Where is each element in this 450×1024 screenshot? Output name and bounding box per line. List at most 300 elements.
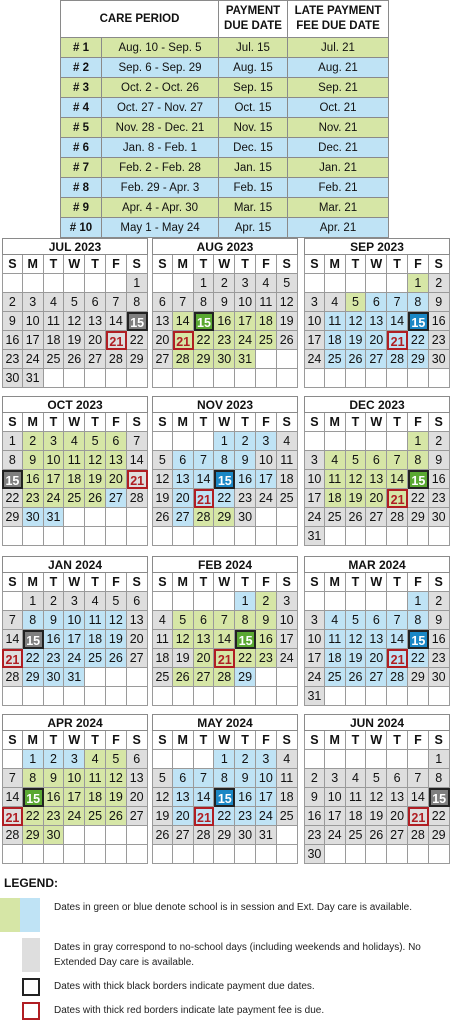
day-cell: 28 [173,350,194,369]
day-cell: 6 [106,432,127,451]
legend-text-no-school: Dates in gray correspond to no-school days (including weekends and holidays). No Extended Day care is available. [54,942,421,968]
day-cell: 17 [64,630,85,649]
month-grid [304,573,450,706]
empty-day-cell [387,592,408,611]
day-cell: 23 [44,807,65,826]
empty-day-cell [256,508,277,527]
day-cell: 6 [366,293,387,312]
weekday-header: S [277,255,298,274]
weekday-header: W [214,413,235,432]
empty-day-cell [256,845,277,864]
empty-day-cell [44,369,65,388]
day-cell: 23 [214,331,235,350]
day-cell: 14 [2,630,23,649]
day-cell: 7 [173,293,194,312]
late-fee-due-date: Jul. 21 [288,38,389,58]
day-cell: 11 [85,769,106,788]
care-period-row [61,198,389,218]
empty-day-cell [85,687,106,706]
payment-due-day: 15 [214,470,235,489]
month-calendar [152,238,298,388]
empty-day-cell [277,508,298,527]
weekday-header: S [152,731,173,750]
empty-day-cell [277,369,298,388]
day-cell: 8 [194,293,215,312]
month-grid [304,731,450,864]
day-cell: 3 [235,274,256,293]
day-cell: 1 [235,592,256,611]
weekday-header: S [429,573,450,592]
day-cell: 8 [2,451,23,470]
day-cell: 31 [44,508,65,527]
day-cell: 31 [235,350,256,369]
day-cell: 14 [387,312,408,331]
empty-day-cell [408,750,429,769]
day-cell: 7 [214,611,235,630]
day-cell: 30 [44,668,65,687]
month-grid [152,573,298,706]
day-cell: 19 [277,312,298,331]
late-fee-day: 21 [127,470,148,489]
empty-day-cell [173,527,194,546]
weekday-header: T [346,573,367,592]
day-cell: 20 [106,470,127,489]
late-fee-day: 21 [194,807,215,826]
empty-day-cell [387,369,408,388]
day-cell: 24 [235,331,256,350]
weekday-header: T [194,255,215,274]
day-cell: 18 [85,788,106,807]
day-cell: 29 [214,508,235,527]
legend-item-late-fee [22,1002,442,1022]
day-cell: 18 [325,649,346,668]
empty-day-cell [173,432,194,451]
empty-day-cell [346,274,367,293]
empty-day-cell [173,687,194,706]
day-cell: 17 [325,807,346,826]
day-cell: 30 [23,508,44,527]
day-cell: 28 [194,826,215,845]
day-cell: 8 [408,293,429,312]
day-cell: 28 [408,826,429,845]
late-fee-due-date: Oct. 21 [288,98,389,118]
late-fee-due-date: Jan. 21 [288,158,389,178]
day-cell: 17 [235,312,256,331]
day-cell: 13 [152,312,173,331]
late-fee-day: 21 [2,649,23,668]
day-cell: 4 [85,592,106,611]
day-cell: 11 [325,630,346,649]
empty-day-cell [64,845,85,864]
day-cell: 10 [304,312,325,331]
day-cell: 27 [366,508,387,527]
month-calendar [2,714,148,864]
day-cell: 14 [387,630,408,649]
day-cell: 23 [256,649,277,668]
day-cell: 14 [387,470,408,489]
day-cell: 24 [44,489,65,508]
day-cell: 28 [2,826,23,845]
day-cell: 19 [173,649,194,668]
weekday-header: M [325,573,346,592]
payment-due-day: 15 [127,312,148,331]
month-title: MAR 2024 [304,556,450,573]
payment-due-day: 15 [23,630,44,649]
empty-day-cell [387,274,408,293]
day-cell: 7 [2,769,23,788]
weekday-header: W [366,255,387,274]
day-cell: 18 [44,331,65,350]
day-cell: 12 [152,788,173,807]
legend-item-school-days [22,898,442,934]
day-cell: 25 [256,331,277,350]
care-period-row [61,138,389,158]
day-cell: 22 [235,649,256,668]
day-cell: 8 [214,769,235,788]
empty-day-cell [235,687,256,706]
empty-day-cell [152,750,173,769]
day-cell: 18 [85,630,106,649]
empty-day-cell [23,845,44,864]
day-cell: 23 [304,826,325,845]
day-cell: 20 [366,649,387,668]
day-cell: 24 [256,807,277,826]
weekday-header: T [85,255,106,274]
weekday-header: F [106,731,127,750]
empty-day-cell [106,687,127,706]
day-cell: 6 [366,451,387,470]
empty-day-cell [2,687,23,706]
day-cell: 19 [152,489,173,508]
day-cell: 16 [235,788,256,807]
day-cell: 26 [152,826,173,845]
empty-day-cell [346,592,367,611]
empty-day-cell [173,845,194,864]
weekday-header: S [152,573,173,592]
late-fee-day: 21 [214,649,235,668]
day-cell: 4 [346,769,367,788]
day-cell: 8 [23,769,44,788]
day-cell: 12 [85,451,106,470]
empty-day-cell [85,668,106,687]
month-grid [152,255,298,388]
day-cell: 25 [277,489,298,508]
empty-day-cell [44,687,65,706]
day-cell: 20 [194,649,215,668]
month-title: OCT 2023 [2,396,148,413]
empty-day-cell [346,432,367,451]
empty-day-cell [235,527,256,546]
day-cell: 4 [325,293,346,312]
weekday-header: T [85,573,106,592]
day-cell: 27 [366,668,387,687]
weekday-header: M [23,413,44,432]
day-cell: 3 [23,293,44,312]
weekday-header: W [366,731,387,750]
day-cell: 26 [64,350,85,369]
day-cell: 18 [346,807,367,826]
day-cell: 25 [64,489,85,508]
day-cell: 14 [214,630,235,649]
weekday-header: S [429,255,450,274]
day-cell: 25 [85,807,106,826]
day-cell: 16 [44,630,65,649]
day-cell: 31 [23,369,44,388]
empty-day-cell [366,750,387,769]
red-border-swatch [22,1002,40,1020]
day-cell: 9 [44,769,65,788]
day-cell: 8 [127,293,148,312]
day-cell: 12 [366,788,387,807]
day-cell: 9 [429,611,450,630]
weekday-header: T [387,255,408,274]
period-number: # 3 [61,78,102,98]
empty-day-cell [106,668,127,687]
day-cell: 7 [387,293,408,312]
day-cell: 12 [346,470,367,489]
day-cell: 30 [429,508,450,527]
payment-due-date: Oct. 15 [219,98,288,118]
weekday-header: M [173,731,194,750]
day-cell: 19 [106,788,127,807]
weekday-header: F [106,413,127,432]
day-cell: 10 [23,312,44,331]
empty-day-cell [152,687,173,706]
empty-day-cell [304,274,325,293]
late-fee-due-date: Sep. 21 [288,78,389,98]
day-cell: 25 [346,826,367,845]
care-period-table [60,0,389,238]
weekday-header: S [277,573,298,592]
day-cell: 5 [277,274,298,293]
empty-day-cell [85,274,106,293]
day-cell: 24 [256,489,277,508]
day-cell: 5 [346,611,367,630]
day-cell: 31 [256,826,277,845]
legend-item-no-school [22,938,442,974]
day-cell: 3 [64,592,85,611]
payment-due-date: Jul. 15 [219,38,288,58]
month-calendar [152,714,298,864]
weekday-header: W [64,413,85,432]
weekday-header: S [277,731,298,750]
day-cell: 31 [304,527,325,546]
day-cell: 11 [325,312,346,331]
day-cell: 6 [366,611,387,630]
care-period-header-row [61,1,389,38]
empty-day-cell [325,527,346,546]
empty-day-cell [325,592,346,611]
day-cell: 27 [387,826,408,845]
day-cell: 18 [277,788,298,807]
day-cell: 13 [194,630,215,649]
weekday-header: M [325,413,346,432]
day-cell: 7 [194,769,215,788]
payment-due-day: 15 [194,312,215,331]
empty-day-cell [127,687,148,706]
day-cell: 6 [152,293,173,312]
day-cell: 5 [106,592,127,611]
day-cell: 6 [127,592,148,611]
day-cell: 5 [64,293,85,312]
day-cell: 23 [429,649,450,668]
empty-day-cell [194,750,215,769]
day-cell: 2 [429,592,450,611]
day-cell: 5 [173,611,194,630]
day-cell: 19 [346,489,367,508]
month-calendar [304,556,450,706]
payment-due-day: 15 [23,788,44,807]
day-cell: 6 [85,293,106,312]
day-cell: 11 [256,293,277,312]
weekday-header: T [194,413,215,432]
day-cell: 20 [85,331,106,350]
empty-day-cell [64,274,85,293]
day-cell: 24 [325,826,346,845]
day-cell: 24 [64,649,85,668]
day-cell: 17 [304,331,325,350]
empty-day-cell [106,369,127,388]
empty-day-cell [194,845,215,864]
weekday-header: S [2,255,23,274]
day-cell: 17 [64,788,85,807]
weekday-header: M [173,413,194,432]
empty-day-cell [44,527,65,546]
empty-day-cell [214,687,235,706]
empty-day-cell [277,668,298,687]
weekday-header: T [235,255,256,274]
legend-item-payment-due [22,978,442,998]
day-cell: 7 [408,769,429,788]
empty-day-cell [127,826,148,845]
empty-day-cell [214,527,235,546]
day-cell: 17 [44,470,65,489]
day-cell: 14 [194,470,215,489]
day-cell: 26 [152,508,173,527]
day-cell: 1 [408,274,429,293]
month-grid [2,731,148,864]
day-cell: 6 [387,769,408,788]
day-cell: 3 [304,451,325,470]
day-cell: 31 [64,668,85,687]
payment-due-date: Feb. 15 [219,178,288,198]
weekday-header: F [256,255,277,274]
empty-day-cell [256,350,277,369]
day-cell: 26 [106,807,127,826]
day-cell: 13 [366,630,387,649]
day-cell: 7 [127,432,148,451]
empty-day-cell [152,274,173,293]
care-period-range: Nov. 28 - Dec. 21 [102,118,219,138]
day-cell: 22 [194,331,215,350]
day-cell: 5 [85,432,106,451]
day-cell: 24 [304,508,325,527]
weekday-header: S [127,255,148,274]
day-cell: 11 [64,451,85,470]
day-cell: 13 [127,611,148,630]
weekday-header: S [304,573,325,592]
day-cell: 16 [256,630,277,649]
weekday-header: F [408,573,429,592]
day-cell: 24 [23,350,44,369]
day-cell: 3 [304,611,325,630]
day-cell: 20 [152,331,173,350]
weekday-header: M [23,731,44,750]
empty-day-cell [346,845,367,864]
day-cell: 12 [173,630,194,649]
day-cell: 28 [2,668,23,687]
day-cell: 17 [304,489,325,508]
day-cell: 9 [235,769,256,788]
empty-day-cell [214,592,235,611]
day-cell: 14 [194,788,215,807]
day-cell: 24 [304,668,325,687]
weekday-header: F [408,413,429,432]
day-cell: 4 [277,432,298,451]
period-number: # 2 [61,58,102,78]
weekday-header: S [429,413,450,432]
day-cell: 31 [304,687,325,706]
day-cell: 9 [214,293,235,312]
day-cell: 2 [44,592,65,611]
day-cell: 2 [429,432,450,451]
day-cell: 11 [44,312,65,331]
weekday-header: T [44,573,65,592]
empty-day-cell [2,527,23,546]
day-cell: 12 [106,769,127,788]
weekday-header: T [346,413,367,432]
day-cell: 30 [214,350,235,369]
empty-day-cell [366,527,387,546]
empty-day-cell [366,432,387,451]
month-title: APR 2024 [2,714,148,731]
empty-day-cell [152,432,173,451]
care-period-range: Oct. 27 - Nov. 27 [102,98,219,118]
day-cell: 28 [387,508,408,527]
day-cell: 11 [277,451,298,470]
day-cell: 13 [173,470,194,489]
day-cell: 26 [366,826,387,845]
empty-day-cell [173,274,194,293]
weekday-header: M [173,573,194,592]
day-cell: 23 [429,489,450,508]
payment-due-date: Dec. 15 [219,138,288,158]
day-cell: 1 [214,750,235,769]
day-cell: 4 [325,611,346,630]
empty-day-cell [152,592,173,611]
day-cell: 17 [256,788,277,807]
day-cell: 19 [346,331,367,350]
weekday-header: S [2,731,23,750]
day-cell: 16 [214,312,235,331]
empty-day-cell [325,750,346,769]
day-cell: 29 [408,508,429,527]
empty-day-cell [387,527,408,546]
weekday-header: T [387,731,408,750]
empty-day-cell [106,508,127,527]
month-grid [2,255,148,388]
empty-day-cell [214,369,235,388]
payment-due-date: Mar. 15 [219,198,288,218]
day-cell: 10 [304,630,325,649]
empty-day-cell [64,369,85,388]
weekday-header: W [214,731,235,750]
payment-due-day: 15 [235,630,256,649]
day-cell: 29 [23,668,44,687]
weekday-header: F [106,255,127,274]
empty-day-cell [235,845,256,864]
day-cell: 27 [173,508,194,527]
